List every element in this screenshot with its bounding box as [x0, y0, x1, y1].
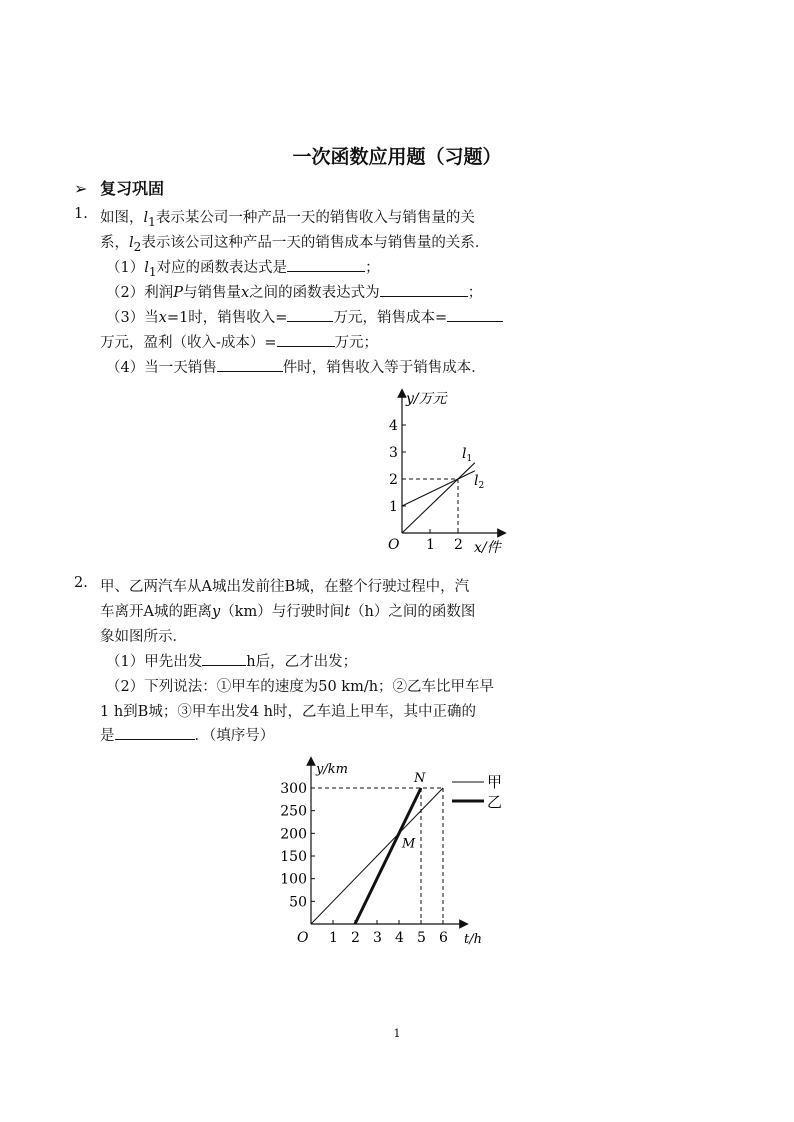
y-tick-label: 50	[289, 894, 307, 911]
y-tick-label: 150	[280, 849, 307, 866]
point-N-label: N	[414, 771, 426, 787]
x-tick-label: 4	[395, 930, 404, 946]
q2-intro-line1: 甲、乙两汽车从A城出发前往B城，在整个行驶过程中，汽	[100, 579, 470, 595]
y-tick-label: 250	[280, 803, 307, 820]
section-arrow-icon: ➢	[74, 179, 88, 198]
answer-blank[interactable]	[287, 307, 333, 323]
line-l1	[402, 463, 475, 533]
q1-intro-line2: 系，$l_2$表示该公司这种产品一天的销售成本与销售量的关系．	[100, 235, 490, 254]
q2-part2-line2: 1 h到B城；③甲车出发4 h时，乙车追上甲车，其中正确的	[100, 704, 476, 720]
answer-blank[interactable]	[217, 357, 283, 373]
q1-part4: （4）当一天销售 件时，销售收入等于销售成本．	[106, 356, 486, 377]
graph1-y-label: y/万元	[406, 391, 447, 407]
q1-part3-line2: 万元，盈利（收入-成本）= 万元；	[100, 331, 378, 352]
x-tick-label: 1	[329, 930, 338, 946]
line-jia	[311, 788, 443, 924]
l2-label: $l_2$	[474, 473, 485, 491]
graph1-origin: O	[388, 537, 400, 553]
legend-yi-label: 乙	[487, 793, 503, 811]
y-tick-label: 3	[389, 445, 398, 461]
q1-part1: $(1)l_1$对应的函数表达式是 ；	[106, 256, 380, 279]
legend-jia-label: 甲	[487, 773, 503, 791]
q1-number: 1.	[74, 206, 88, 222]
line-yi	[355, 788, 421, 924]
graph2	[280, 755, 520, 950]
q1-part2: （2）利润P与销售量x之间的函数表达式为 ；	[106, 281, 482, 302]
x-tick-label: 3	[373, 930, 382, 946]
graph1-x-label: x/件	[474, 540, 501, 556]
graph2-x-label: t/h	[464, 932, 482, 947]
q1-part3-line1: （3）当x=1时，销售收入= 万元，销售成本=	[106, 306, 503, 327]
graph1	[360, 385, 520, 560]
q2-part2-line3: 是 ．（填序号）	[100, 724, 274, 745]
section-heading	[74, 176, 164, 199]
q2-number: 2.	[74, 575, 88, 591]
x-tick-label: 6	[439, 930, 448, 946]
answer-blank[interactable]	[115, 725, 195, 741]
answer-blank[interactable]	[277, 332, 335, 348]
point-M-label: M	[402, 836, 416, 852]
q2-part2-line1: （2）下列说法：①甲车的速度为50 km/h；②乙车比甲车早	[106, 679, 495, 695]
y-tick-label: 100	[280, 871, 307, 888]
line-l2	[402, 471, 475, 506]
page-title: 一次函数应用题（习题）	[292, 146, 502, 168]
page-number: 1	[393, 1027, 401, 1040]
y-tick-label: 2	[389, 472, 398, 488]
answer-blank[interactable]	[202, 651, 246, 667]
answer-blank[interactable]	[380, 282, 468, 298]
y-tick-label: 300	[280, 781, 307, 798]
q2-intro-line2: 车离开A城的距离y（km）与行驶时间t（h）之间的函数图	[100, 604, 476, 620]
graph2-y-label: y/km	[316, 762, 348, 777]
x-tick-label: 1	[426, 537, 435, 553]
x-tick-label: 2	[351, 930, 360, 946]
l1-label: $l_1$	[462, 446, 473, 464]
y-tick-label: 200	[280, 826, 307, 843]
y-tick-label: 1	[389, 499, 398, 515]
q2-intro-line3: 象如图所示．	[100, 629, 187, 645]
answer-blank[interactable]	[447, 307, 503, 323]
graph2-origin: O	[297, 930, 309, 946]
x-tick-label: 2	[454, 537, 463, 553]
answer-blank[interactable]	[287, 257, 365, 273]
y-tick-label: 4	[389, 418, 398, 434]
q2-part1: （1）甲先出发 h后，乙才出发；	[106, 650, 357, 671]
section-label: 复习巩固	[100, 179, 165, 198]
x-tick-label: 5	[417, 930, 426, 946]
q1-intro-line1: 如图，$l_1$表示某公司一种产品一天的销售收入与销售量的关	[100, 210, 475, 229]
